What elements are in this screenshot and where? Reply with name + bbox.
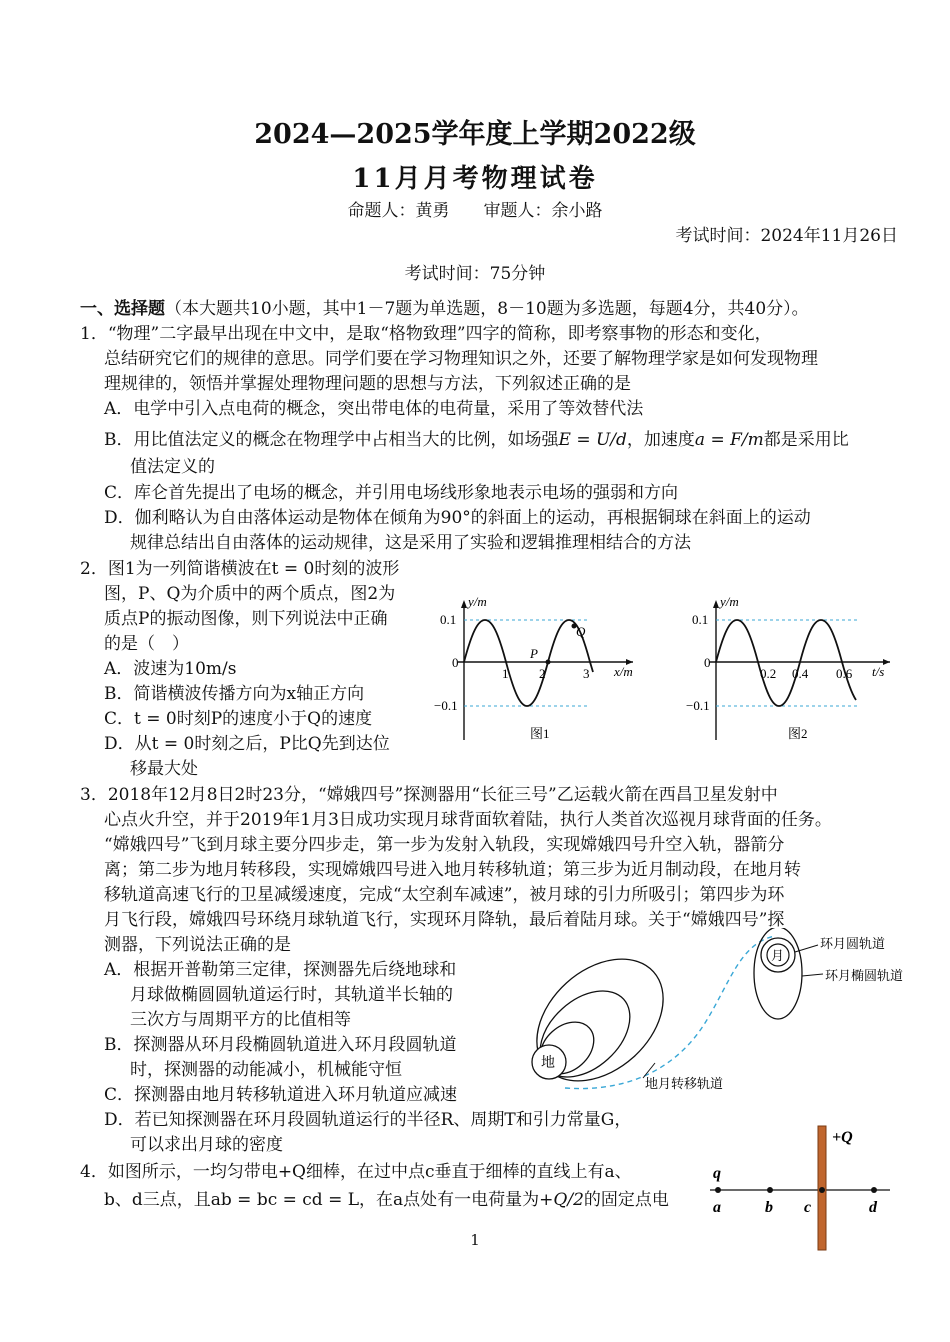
fig1-ylabel: y/m [468,594,487,609]
fig1-wave-curve [464,620,593,706]
exam-title-line1: 2024—2025学年度上学期2022级 [254,119,696,150]
q1-option-b [104,428,849,452]
fig2-ytick-zero: 0 [704,655,711,670]
fig2-vibration-curve [716,620,856,706]
q3-option-c: C．探测器由地月转移轨道进入环月轨道应减速 [104,1085,458,1105]
q3-stem-line3: “嫦娥四号”飞到月球主要分四步走，第一步为发射入轨段，实现嫦娥四号升空入轨，器箭分 [104,835,785,855]
q4-stem-line2 [104,1188,669,1212]
q1-option-b-cont: 值法定义的 [130,457,215,477]
q3-option-b-cont: 时，探测器的动能减小，机械能守恒 [130,1060,402,1080]
q1-option-b-mid: ，加速度 [626,430,695,450]
label-b: b [765,1199,773,1216]
fig2-ytick-top: 0.1 [692,612,709,627]
exam-date: 考试时间：2024年11月26日 [675,226,898,246]
rod-charge-label: +Q [832,1129,853,1146]
fig1-xtick-2: 2 [539,666,546,681]
fig1-ytick-bottom: −0.1 [434,698,458,713]
point-b [767,1187,773,1193]
moon-label: 月 [771,948,785,963]
q2-stem-line3: 质点P的振动图像，则下列说法中正确 [104,609,388,629]
q4-stem-line1: 4．如图所示，一均匀带电+Q细棒，在过中点c垂直于细棒的直线上有a、 [80,1162,632,1182]
label-circle-orbit: 环月圆轨道 [820,936,886,951]
q1-option-b-text: B．用比值法定义的概念在物理学中占相当大的比例，如场强 [104,430,559,450]
exam-duration: 考试时间：75分钟 [404,264,546,284]
q2-option-c: C．t = 0时刻P的速度小于Q的速度 [104,709,373,729]
q1-option-a: A．电学中引入点电荷的概念，突出带电体的电荷量，采用了等效替代法 [104,399,644,419]
fig2-xtick-06: 0.6 [836,666,853,681]
q2-option-d: D．从t = 0时刻之后，P比Q先到达位 [104,734,390,754]
fig1-ytick-zero: 0 [452,655,459,670]
earth-label: 地 [541,1056,555,1071]
fig2-caption: 图2 [788,726,808,741]
q1-option-b-post: 都是采用比 [763,430,849,450]
fig1-y-arrow [461,600,467,608]
q2-option-d-cont: 移最大处 [130,759,198,779]
q1-stem-line2: 总结研究它们的规律的意思。同学们要在学习物理知识之外，还要了解物理学家是如何发现物理 [104,349,818,369]
exam-authors: 命题人：黄勇 审题人：余小路 [347,201,603,221]
label-ellipse-orbit: 环月椭圆轨道 [825,968,904,983]
fig1-label-p: P [530,646,538,661]
fig2-xtick-02: 0.2 [760,666,777,681]
q3-stem-line2: 心点火升空，并于2019年1月3日成功实现月球背面软着陆，执行人类首次巡视月球背面的任务。 [104,810,832,830]
fig2-ytick-bottom: −0.1 [686,698,710,713]
label-transfer-orbit: 地月转移轨道 [645,1076,724,1091]
q3-option-a-cont1: 月球做椭圆圆轨道运行时，其轨道半长轴的 [130,985,453,1005]
fig1-caption: 图1 [530,726,550,741]
q3-stem-line1: 3．2018年12月8日2时23分，“嫦娥四号”探测器用“长征三号”乙运载火箭在西昌卫星发射中 [80,785,778,805]
transfer-orbit [565,936,775,1089]
fig2-xtick-04: 0.4 [792,666,809,681]
label-d: d [869,1199,877,1216]
q3-stem-line6: 月飞行段，嫦娥四号环绕月球轨道飞行，实现环月降轨，最后着陆月球。关于“嫦娥四号”探 [104,910,785,930]
formula-a-f-m: a = F/m [694,430,764,450]
formula-q-over-2: Q/2 [553,1190,584,1210]
q1-option-c: C．库仑首先提出了电场的概念，并引用电场线形象地表示电场的强弱和方向 [104,483,679,503]
q2-stem-line1: 2．图1为一列简谐横波在t = 0时刻的波形 [80,559,400,579]
point-c [819,1187,825,1193]
q3-stem-line7: 测器，下列说法正确的是 [104,935,291,955]
section-note: （本大题共10小题，其中1－7题为单选题，8－10题为多选题，每题4分，共40分）。 [165,299,809,319]
leader-ellipse [802,974,823,976]
page-number: 1 [470,1231,480,1249]
fig2-ylabel: y/m [720,594,739,609]
figure-3-orbits [505,928,925,1098]
fig1-point-p [546,660,551,665]
q3-option-d-cont: 可以求出月球的密度 [130,1135,283,1155]
figure-2-vibration [680,590,900,750]
fig1-ytick-top: 0.1 [440,612,457,627]
section-heading [80,297,809,321]
point-d [871,1187,877,1193]
fig1-xtick-3: 3 [583,666,590,681]
fig2-y-arrow [713,600,719,608]
figure-1-wave [428,590,648,750]
q3-option-a: A．根据开普勒第三定律，探测器先后绕地球和 [104,960,457,980]
exam-title-line2: 11月月考物理试卷 [352,164,598,194]
q2-option-b: B．简谐横波传播方向为x轴正方向 [104,684,365,704]
section-title: 一、选择题 [80,299,165,319]
q3-option-d: D．若已知探测器在环月段圆轨道运行的半径R、周期T和引力常量G， [104,1110,632,1130]
q3-option-b: B．探测器从环月段椭圆轨道进入环月段圆轨道 [104,1035,457,1055]
q4-line2-post: 的固定点电 [583,1190,669,1210]
q1-stem-line1: 1．“物理”二字最早出现在中文中，是取“格物致理”四字的简称，即考察事物的形态和变化， [80,324,772,344]
label-c: c [804,1199,812,1216]
q1-option-d: D．伽利略认为自由落体运动是物体在倾角为90°的斜面上的运动，再根据铜球在斜面上的运动 [104,508,811,528]
q2-stem-line4: 的是（ ） [104,634,189,654]
q3-option-a-cont2: 三次方与周期平方的比值相等 [130,1010,351,1030]
q1-stem-line3: 理规律的，领悟并掌握处理物理问题的思想与方法，下列叙述正确的是 [104,374,631,394]
point-a [715,1187,721,1193]
q4-line2-text: b、d三点，且ab = bc = cd = L，在a点处有一电荷量为+ [104,1190,554,1210]
q2-stem-line2: 图，P、Q为介质中的两个质点，图2为 [104,584,396,604]
q2-option-a: A．波速为10m/s [104,659,237,679]
q3-stem-line5: 移轨道高速飞行的卫星减缓速度，完成“太空刹车减速”，被月球的引力所吸引；第四步为环 [104,885,785,905]
fig1-label-q: Q [576,624,586,639]
fig1-xtick-1: 1 [502,666,509,681]
q3-stem-line4: 离；第二步为地月转移段，实现嫦娥四号进入地月转移轨道；第三步为近月制动段，在地月转 [104,860,801,880]
label-a: a [713,1199,721,1216]
charge-q-label: q [713,1165,721,1182]
formula-e-u-d: E = U/d [558,430,627,450]
fig1-xlabel: x/m [614,664,633,679]
fig2-xlabel: t/s [872,664,885,679]
q1-option-d-cont: 规律总结出自由落体的运动规律，这是采用了实验和逻辑推理相结合的方法 [130,533,691,553]
